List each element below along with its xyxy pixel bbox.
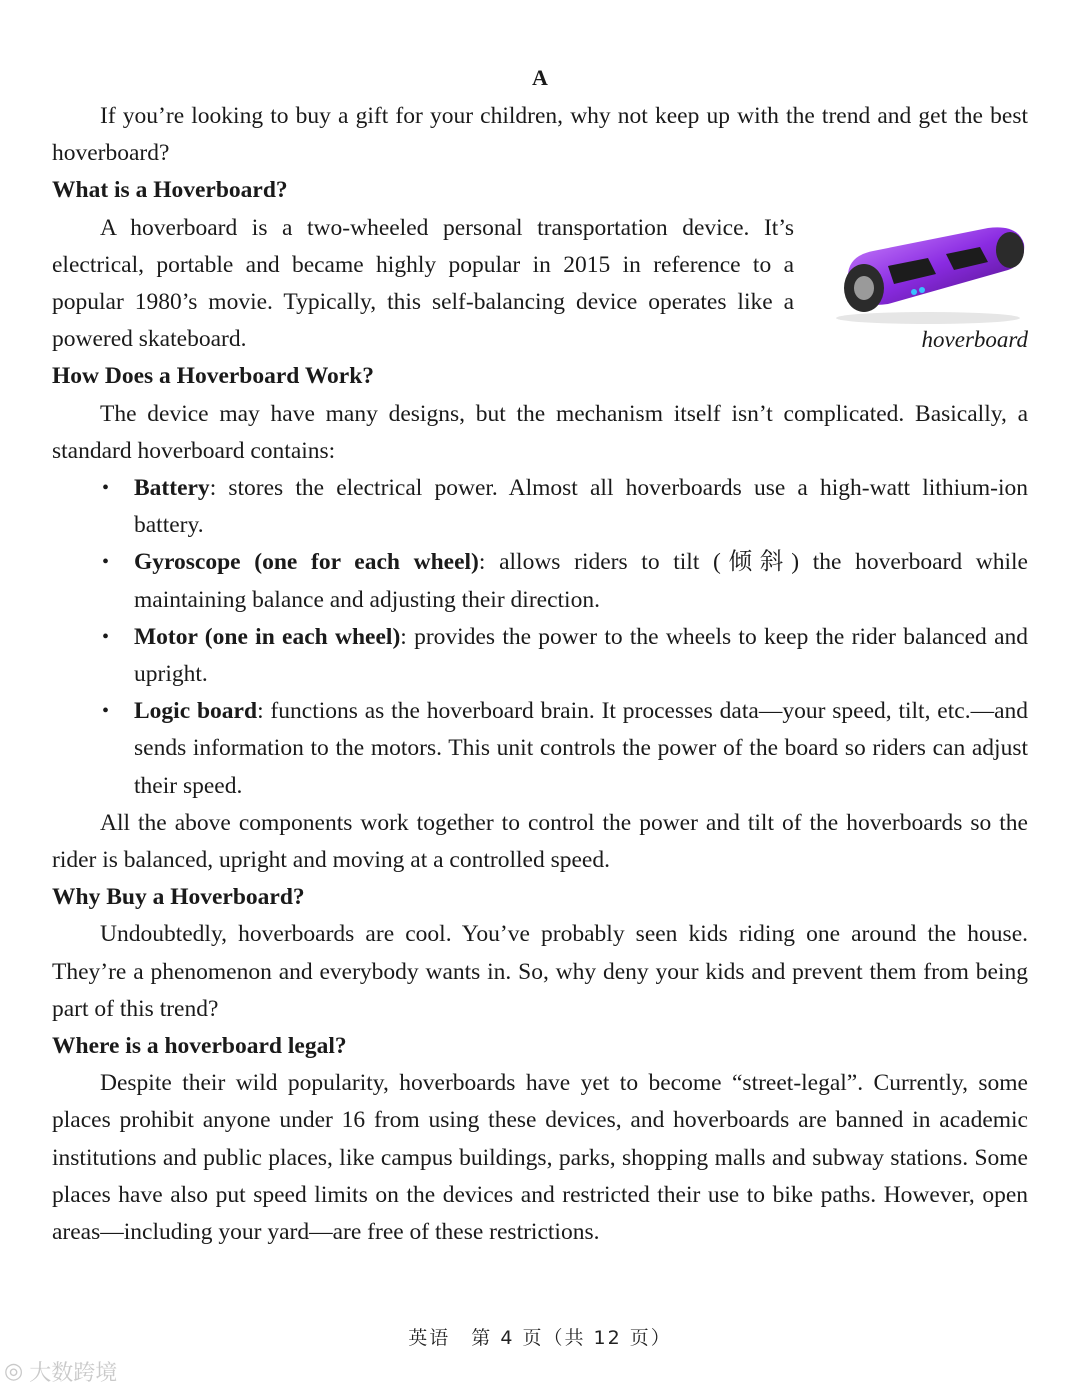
list-item [52,619,1028,693]
section-how-conclusion: All the above components work together to control the power and tilt of the hoverboards so the rider is balanced, upright and moving at a controlled speed. [52,809,1028,874]
section-what-block [52,210,1028,359]
list-item [52,544,1028,618]
page-footer: 英语 第 4 页（共 12 页） [408,1327,672,1349]
section-how-text: The device may have many designs, but the mechanism itself isn’t complicated. Basically, a standard hoverboard contains: [52,400,1028,464]
section-legal-text: Despite their wild popularity, hoverboards have yet to become “street-legal”. Currently, some places prohibit anyone under 16 from using these devices, and hoverboards are banned in academic institutions and public places, like campus buildings, parks, shopping malls and subway stations. Some places have also put speed limits on the devices and restricted their use to bike paths. However, open areas—including your yard—are free of these restrictions. [52,1070,1028,1246]
section-heading-how: How Does a Hoverboard Work? [52,363,375,390]
item-term: Logic board [134,698,258,725]
bullet-icon: • [102,700,110,723]
hoverboard-image [828,210,1028,326]
section-heading-legal: Where is a hoverboard legal? [52,1033,347,1060]
watermark-text: 大数跨境 [29,1361,118,1386]
item-desc: : allows riders to tilt (倾斜) the hoverboard while maintaining balance and adjusting their direction. [134,549,1028,613]
item-desc: : functions as the hoverboard brain. It processes data—your speed, tilt, etc.—and sends information to the motors. This unit controls the power of the board so riders can adjust their speed. [134,698,1028,799]
bullet-icon: • [102,477,110,500]
article [52,62,1028,1251]
item-term: Motor (one in each wheel) [134,623,401,650]
section-heading-what: What is a Hoverboard? [52,177,288,204]
bullet-icon: • [102,625,110,648]
item-desc: : stores the electrical power. Almost all hoverboards use a high-watt lithium-ion battery. [134,475,1028,539]
hoverboard-figure [818,210,1028,354]
bullet-icon: • [102,551,110,574]
intro-paragraph: If you’re looking to buy a gift for your children, why not keep up with the trend and get the best hoverboard? [52,103,1028,167]
passage-title: A [532,65,548,90]
watermark-logo-icon: ◎ [4,1359,24,1384]
section-heading-why: Why Buy a Hoverboard? [52,884,305,911]
section-why-text: Undoubtedly, hoverboards are cool. You’ve probably seen kids riding one around the house. They’re a phenomenon and everybody wants in. So, why deny your kids and prevent them from being part of this trend? [52,921,1028,1022]
item-desc: : provides the power to the wheels to keep the rider balanced and upright. [134,623,1028,688]
item-term: Battery [134,475,210,502]
section-what-text: A hoverboard is a two-wheeled personal transportation device. It’s electrical, portable and became highly popular in 2015 in reference to a popular 1980’s movie. Typically, this self-balancing device operates like a powered skateboard. [52,214,794,353]
watermark [4,1356,117,1387]
image-caption: hoverboard [921,326,1028,352]
list-item [52,470,1028,544]
item-term: Gyroscope (one for each wheel) [134,549,479,576]
list-item [52,693,1028,805]
components-list [52,470,1028,805]
